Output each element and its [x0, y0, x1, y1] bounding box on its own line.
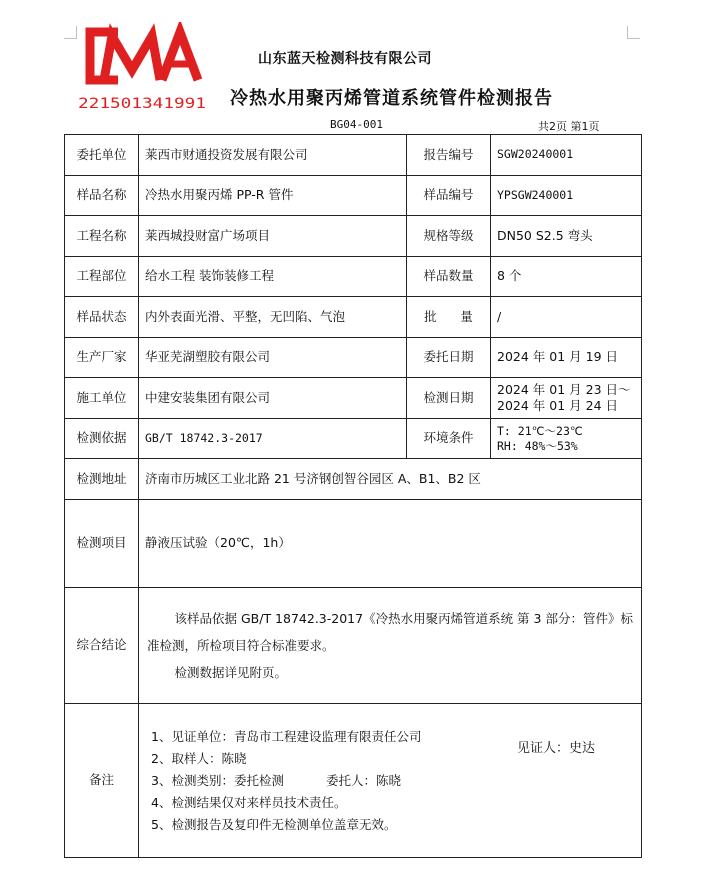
test-date-end: 2024 年 01 月 24 日 [497, 398, 618, 413]
client-value: 莱西市财通投资发展有限公司 [139, 135, 407, 176]
cma-stamp [76, 22, 208, 114]
basis-value: GB/T 18742.3-2017 [139, 419, 407, 459]
report-no-label: 报告编号 [407, 135, 491, 176]
part-value: 给水工程 装饰装修工程 [139, 257, 407, 297]
state-value: 内外表面光滑、平整，无凹陷、气泡 [139, 297, 407, 338]
qty-label: 样品数量 [407, 257, 491, 297]
item-value: 静液压试验（20℃，1h） [139, 500, 642, 588]
batch-label: 批 量 [407, 297, 491, 338]
crop-mark-right [627, 26, 640, 39]
remark-category [151, 770, 641, 792]
spec-value: DN50 S2.5 弯头 [491, 216, 642, 257]
remark-entruster: 委托人：陈晓 [325, 772, 401, 788]
report-no-value: SGW20240001 [491, 135, 642, 176]
entrust-date-label: 委托日期 [407, 338, 491, 378]
table-row [65, 704, 642, 858]
sample-no-label: 样品编号 [407, 176, 491, 216]
address-value: 济南市历城区工业北路 21 号济钢创智谷园区 A、B1、B2 区 [139, 459, 642, 500]
state-label: 样品状态 [65, 297, 139, 338]
table-row [65, 257, 642, 297]
remark-sampler: 2、取样人：陈晓 [151, 750, 247, 766]
table-row [65, 500, 642, 588]
cma-letter-m [104, 36, 160, 80]
conclusion-note: 检测数据详见附页。 [174, 665, 288, 680]
spec-label: 规格等级 [407, 216, 491, 257]
remark-category-text: 3、检测类别：委托检测 [151, 772, 284, 788]
conclusion-value [139, 588, 642, 704]
client-label: 委托单位 [65, 135, 139, 176]
env-temperature: T: 21℃～23℃ [497, 423, 583, 438]
maker-label: 生产厂家 [65, 338, 139, 378]
sample-name-value: 冷热水用聚丙烯 PP-R 管件 [139, 176, 407, 216]
batch-value: / [491, 297, 642, 338]
basis-label: 检测依据 [65, 419, 139, 459]
table-row [65, 459, 642, 500]
env-value [491, 419, 642, 459]
item-label: 检测项目 [65, 500, 139, 588]
table-row [65, 419, 642, 459]
table-row [65, 216, 642, 257]
report-table [64, 134, 642, 858]
stamp-number: 221501341991 [78, 96, 206, 112]
company-name: 山东蓝天检测科技有限公司 [258, 51, 432, 67]
table-row [65, 338, 642, 378]
remarks-value [139, 704, 642, 858]
entrust-date-value: 2024 年 01 月 19 日 [491, 338, 642, 378]
report-title: 冷热水用聚丙烯管道系统管件检测报告 [230, 88, 553, 109]
project-label: 工程名称 [65, 216, 139, 257]
env-humidity: RH: 48%～53% [497, 438, 578, 453]
maker-value: 华亚芜湖塑胶有限公司 [139, 338, 407, 378]
qty-value: 8 个 [491, 257, 642, 297]
builder-label: 施工单位 [65, 378, 139, 419]
remark-seal: 5、检测报告及复印件无检测单位盖章无效。 [151, 816, 397, 832]
project-value: 莱西城投财富广场项目 [139, 216, 407, 257]
conclusion-text: 该样品依据 GB/T 18742.3-2017《冷热水用聚丙烯管道系统 第 3 部分：管件》标准检测，所检项目符合标准要求。 [147, 611, 633, 653]
remark-witness-unit: 1、见证单位：青岛市工程建设监理有限责任公司 [151, 728, 422, 744]
conclusion-label: 综合结论 [65, 588, 139, 704]
remark-liability: 4、检测结果仅对来样员技术责任。 [151, 794, 347, 810]
table-row [65, 297, 642, 338]
test-date-label: 检测日期 [407, 378, 491, 419]
address-label: 检测地址 [65, 459, 139, 500]
builder-value: 中建安装集团有限公司 [139, 378, 407, 419]
table-row [65, 135, 642, 176]
cma-letter-a [162, 32, 198, 80]
sample-no-value: YPSGW240001 [491, 176, 642, 216]
doc-code: BG04-001 [330, 118, 383, 131]
remark-witness: 见证人：史达 [517, 740, 596, 756]
remarks-label: 备注 [65, 704, 139, 858]
table-row [65, 378, 642, 419]
table-row [65, 176, 642, 216]
sample-name-label: 样品名称 [65, 176, 139, 216]
page-count: 共2页 第1页 [538, 120, 600, 133]
part-label: 工程部位 [65, 257, 139, 297]
test-date-start: 2024 年 01 月 23 日～ [497, 381, 631, 397]
table-row [65, 588, 642, 704]
env-label: 环境条件 [407, 419, 491, 459]
test-date-value [491, 378, 642, 419]
